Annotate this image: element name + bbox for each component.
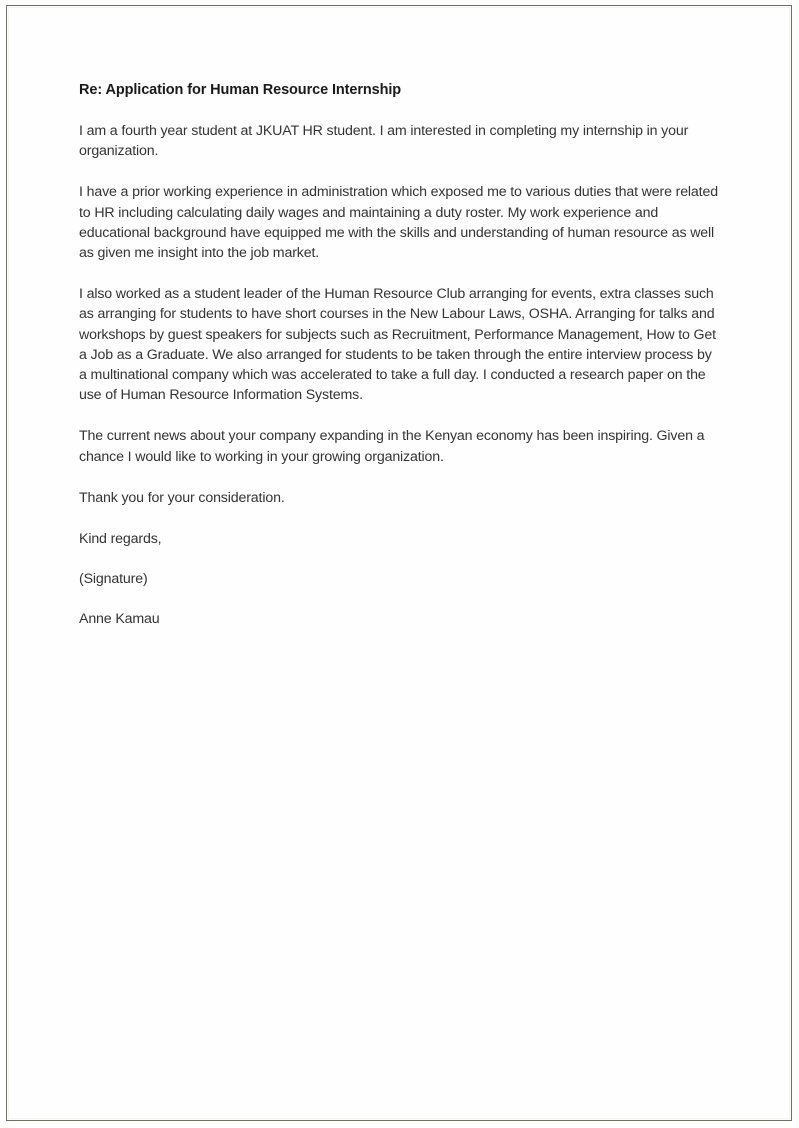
letter-closing-salutation: Kind regards, [79, 531, 162, 548]
letter-paragraph-motivation: The current news about your company expanding in the Kenyan economy has been inspiring. Given a chance I would like to working in your growing organization. [79, 428, 705, 465]
letter-sender-name: Anne Kamau [79, 611, 160, 628]
letter-signature-placeholder: (Signature) [79, 571, 148, 588]
letter-paragraph-intro: I am a fourth year student at JKUAT HR student. I am interested in completing my internship in your organization. [79, 123, 689, 160]
document-page [6, 5, 792, 1121]
letter-paragraph-leadership: I also worked as a student leader of the Human Resource Club arranging for events, extra classes such as arranging for students to have short courses in the New Labour Laws, OSHA. Arranging for talks and workshops by guest speakers for subjects such as Recruitment, Performance Management, How to Get a Job as a Graduate. We also arranged for students to be taken through the entire interview process by a multinational company which was accelerated to take a full day. I conducted a research paper on the use of Human Resource Information Systems. [79, 286, 716, 404]
letter-paragraph-thanks: Thank you for your consideration. [79, 489, 285, 506]
letter-paragraph-experience: I have a prior working experience in administration which exposed me to various duties that were related to HR including calculating daily wages and maintaining a duty roster. My work experience and educational background have equipped me with the skills and understanding of human resource as well as given me insight into the job market. [79, 184, 718, 262]
letter-content [79, 80, 719, 630]
letter-subject-heading: Re: Application for Human Resource Internship [79, 82, 402, 98]
